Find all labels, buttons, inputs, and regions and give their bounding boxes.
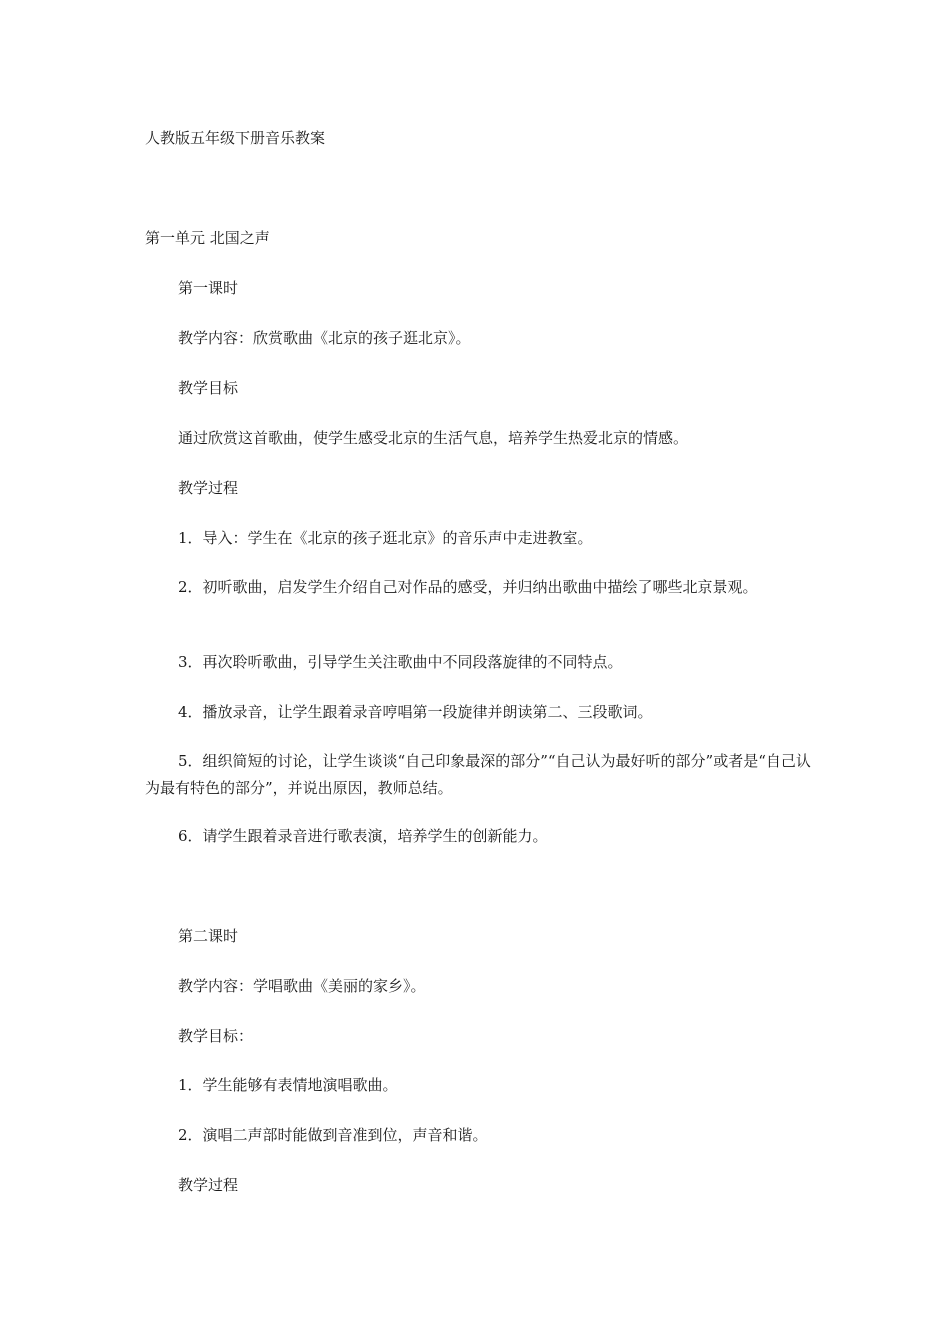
lesson1-step: 1．导入：学生在《北京的孩子逛北京》的音乐声中走进教室。: [178, 529, 593, 547]
lesson2-process-heading: 教学过程: [178, 1176, 239, 1194]
document-title: 人教版五年级下册音乐教案: [145, 129, 326, 147]
lesson1-content: 教学内容：欣赏歌曲《北京的孩子逛北京》。: [178, 329, 471, 347]
lesson1-process-heading: 教学过程: [178, 479, 239, 497]
lesson2-goal: 2．演唱二声部时能做到音准到位，声音和谐。: [178, 1126, 488, 1144]
lesson2-heading: 第二课时: [178, 927, 239, 945]
unit-heading: 第一单元 北国之声: [145, 229, 270, 247]
lesson1-heading: 第一课时: [178, 279, 239, 297]
lesson2-content: 教学内容：学唱歌曲《美丽的家乡》。: [178, 977, 426, 995]
lesson1-step: 6．请学生跟着录音进行歌表演，培养学生的创新能力。: [178, 827, 548, 845]
lesson1-step: 5．组织简短的讨论，让学生谈谈“自己印象最深的部分”“自己认为最好听的部分”或者是“自己认为最有特色的部分”，并说出原因，教师总结。: [145, 752, 811, 797]
lesson1-goal-heading: 教学目标: [178, 379, 239, 397]
lesson1-step: 3．再次聆听歌曲，引导学生关注歌曲中不同段落旋律的不同特点。: [178, 653, 623, 671]
lesson1-goal-text: 通过欣赏这首歌曲，使学生感受北京的生活气息，培养学生热爱北京的情感。: [178, 429, 689, 447]
lesson2-goal: 1．学生能够有表情地演唱歌曲。: [178, 1076, 398, 1094]
lesson2-goal-heading: 教学目标：: [178, 1027, 254, 1045]
lesson1-step: 2．初听歌曲，启发学生介绍自己对作品的感受，并归纳出歌曲中描绘了哪些北京景观。: [178, 578, 758, 596]
lesson1-step: 4．播放录音，让学生跟着录音哼唱第一段旋律并朗读第二、三段歌词。: [178, 703, 653, 721]
